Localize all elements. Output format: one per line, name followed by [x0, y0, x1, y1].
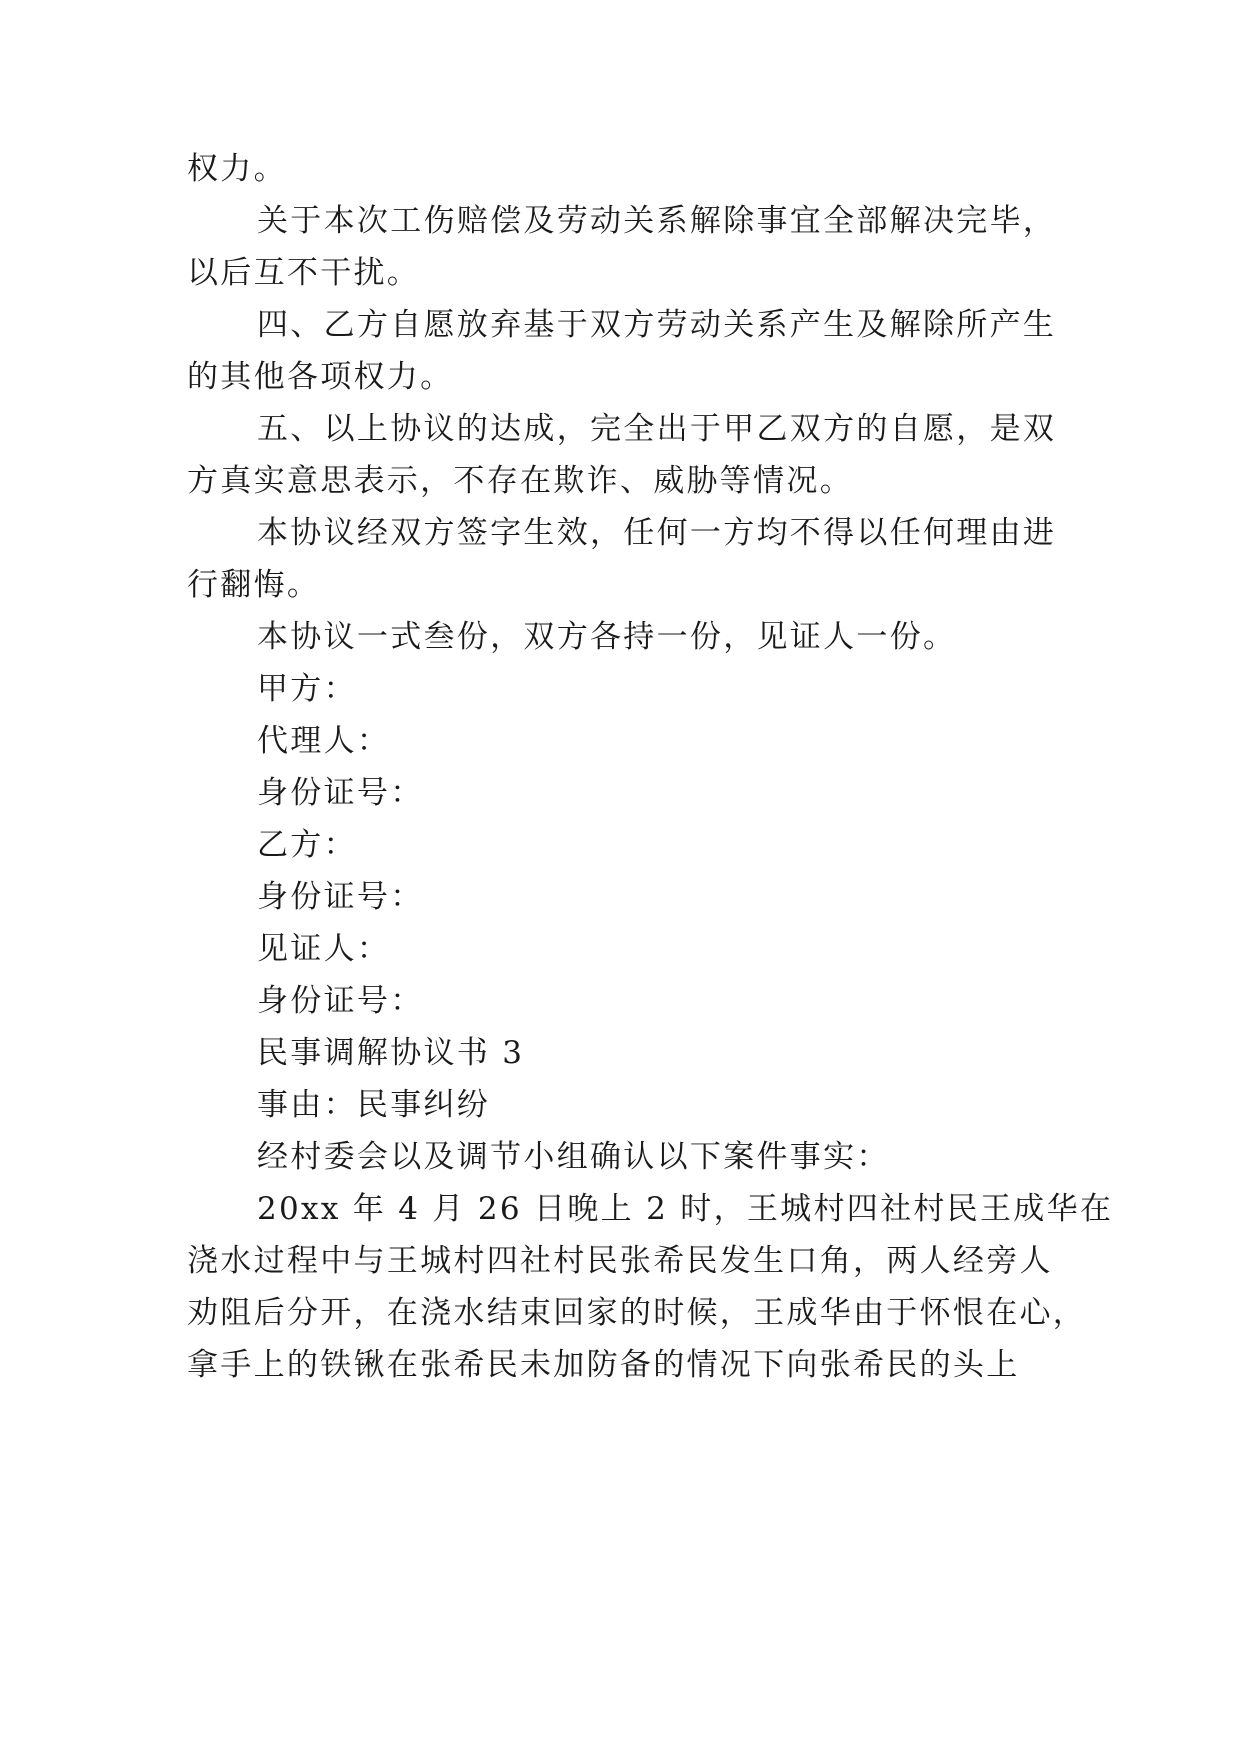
text-line: 身份证号：	[257, 775, 424, 811]
text-line: 身份证号：	[257, 983, 424, 1019]
text-line: 民事调解协议书 3	[257, 1035, 525, 1071]
text-line: 劝阻后分开，在浇水结束回家的时候，王成华由于怀恨在心，	[187, 1295, 1087, 1331]
text-line: 事由：民事纠纷	[257, 1087, 491, 1123]
text-line: 四、乙方自愿放弃基于双方劳动关系产生及解除所产生	[257, 307, 1057, 343]
text-line: 以后互不干扰。	[187, 255, 421, 291]
text-line: 见证人：	[257, 931, 391, 967]
text-line: 方真实意思表示，不存在欺诈、威胁等情况。	[187, 463, 853, 499]
text-line: 20xx 年 4 月 26 日晚上 2 时，王城村四社村民王成华在	[257, 1191, 1114, 1227]
text-line: 乙方：	[257, 827, 357, 863]
text-line: 经村委会以及调节小组确认以下案件事实：	[257, 1139, 890, 1175]
text-line: 拿手上的铁锹在张希民未加防备的情况下向张希民的头上	[187, 1347, 1020, 1383]
text-line: 五、以上协议的达成，完全出于甲乙双方的自愿，是双	[257, 411, 1057, 447]
text-line: 行翻悔。	[187, 567, 321, 603]
text-line: 浇水过程中与王城村四社村民张希民发生口角，两人经旁人	[187, 1243, 1053, 1279]
text-line: 关于本次工伤赔偿及劳动关系解除事宜全部解决完毕，	[257, 203, 1057, 239]
text-line: 代理人：	[257, 723, 391, 759]
text-line: 甲方：	[257, 671, 357, 707]
text-line: 身份证号：	[257, 879, 424, 915]
text-line: 的其他各项权力。	[187, 359, 454, 395]
text-line: 本协议一式叁份，双方各持一份，见证人一份。	[257, 619, 957, 655]
text-line: 权力。	[187, 151, 287, 187]
text-line: 本协议经双方签字生效，任何一方均不得以任何理由进	[257, 515, 1057, 551]
